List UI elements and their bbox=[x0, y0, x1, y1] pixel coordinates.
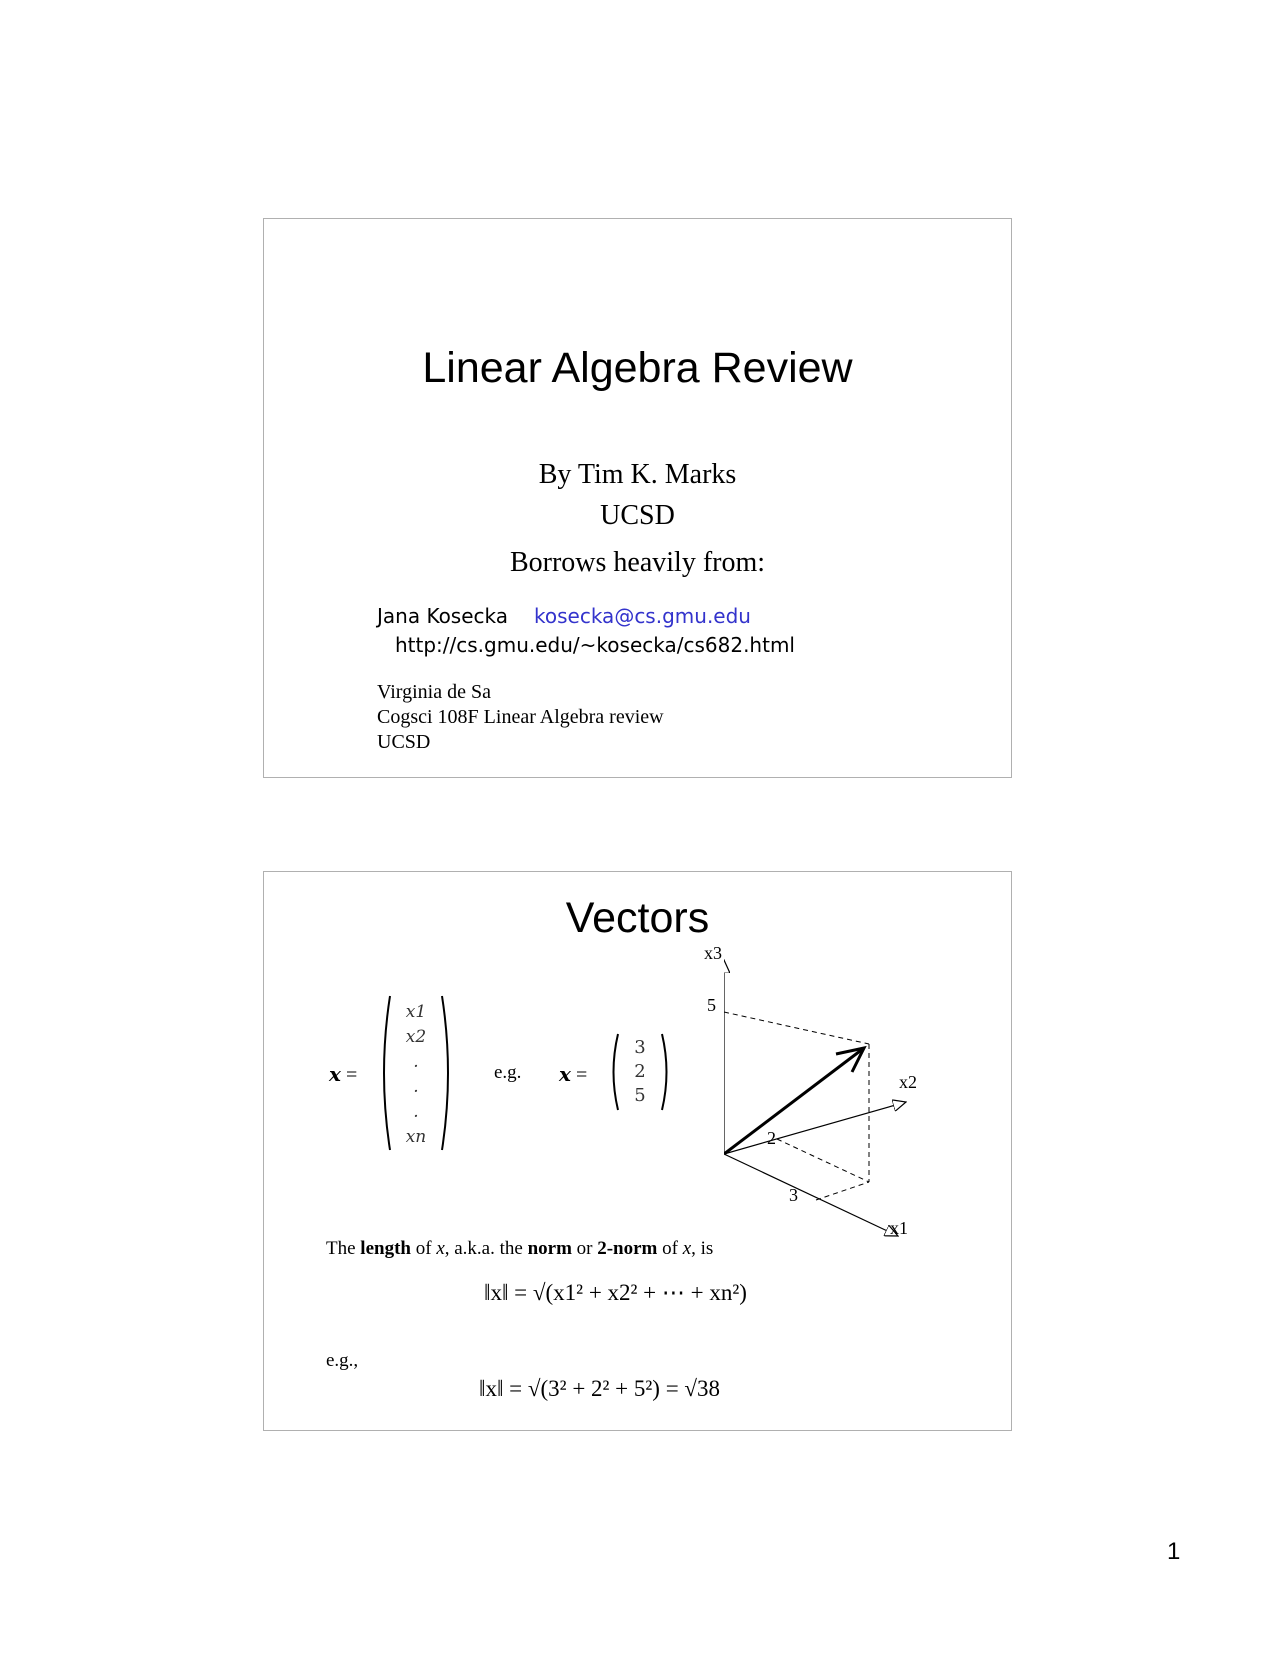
entry: . bbox=[413, 1052, 419, 1072]
vectors-slide bbox=[263, 871, 1012, 1431]
entry: . bbox=[413, 1077, 419, 1097]
x2-axis bbox=[724, 1102, 906, 1154]
text: or bbox=[571, 1238, 598, 1259]
page-number: 1 bbox=[1167, 1538, 1181, 1565]
slide-title: Linear Algebra Review bbox=[422, 344, 853, 392]
author-line: By Tim K. Marks bbox=[538, 459, 737, 490]
x3-label: x3 bbox=[704, 943, 722, 963]
entry: 3 bbox=[634, 1037, 646, 1058]
norm-formula-general bbox=[484, 1280, 747, 1306]
vector-symbol: x bbox=[329, 1062, 341, 1086]
var-x: x bbox=[682, 1238, 692, 1259]
vector-symbol: x bbox=[559, 1062, 571, 1086]
title-slide bbox=[263, 218, 1012, 778]
x2-label: x2 bbox=[899, 1072, 917, 1092]
tick-3: 3 bbox=[789, 1185, 798, 1205]
term-norm: norm bbox=[527, 1238, 572, 1259]
entry: 5 bbox=[634, 1085, 646, 1106]
norm-formula-example bbox=[479, 1376, 720, 1402]
text: of bbox=[410, 1238, 437, 1259]
text: , a.k.a. the bbox=[444, 1238, 528, 1259]
eg-label: e.g. bbox=[494, 1062, 522, 1083]
tick-5: 5 bbox=[707, 995, 716, 1015]
example-vector-lhs bbox=[559, 1062, 587, 1087]
source2-school: UCSD bbox=[377, 731, 431, 753]
formula-text: ‖x‖ = √(x1² + x2² + ⋯ + xn²) bbox=[484, 1280, 747, 1305]
equals-sign: = bbox=[345, 1064, 358, 1086]
projection-lines bbox=[724, 1012, 869, 1200]
example-vector-entries bbox=[624, 1036, 656, 1108]
text: , is bbox=[691, 1238, 714, 1259]
vector-3d-diagram bbox=[724, 942, 1004, 1242]
entry: x1 bbox=[405, 1002, 427, 1022]
x1-label: x1 bbox=[890, 1218, 908, 1238]
term-length: length bbox=[360, 1238, 411, 1259]
general-vector-entries bbox=[394, 1000, 438, 1150]
var-x: x bbox=[436, 1238, 445, 1259]
equals-sign: = bbox=[575, 1064, 588, 1086]
vector-arrow bbox=[724, 1048, 864, 1154]
text: The bbox=[326, 1238, 361, 1259]
source1-name: Jana Kosecka bbox=[377, 604, 509, 628]
entry: 2 bbox=[634, 1061, 646, 1082]
entry: x2 bbox=[405, 1027, 427, 1047]
source1-email-link[interactable]: kosecka@cs.gmu.edu bbox=[534, 604, 751, 628]
length-definition bbox=[326, 1238, 713, 1260]
source2-course: Cogsci 108F Linear Algebra review bbox=[377, 706, 664, 728]
eg2-label: e.g., bbox=[326, 1350, 359, 1371]
vector-lhs bbox=[329, 1062, 357, 1087]
slide-title: Vectors bbox=[565, 894, 710, 942]
x1-axis bbox=[724, 1154, 898, 1236]
source2-name: Virginia de Sa bbox=[377, 681, 491, 703]
entry: xn bbox=[405, 1127, 427, 1147]
text: of bbox=[657, 1238, 683, 1259]
term-2-norm: 2-norm bbox=[597, 1238, 658, 1259]
borrows-line: Borrows heavily from: bbox=[509, 547, 766, 578]
affiliation-line: UCSD bbox=[600, 500, 675, 531]
formula-text: ‖x‖ = √(3² + 2² + 5²) = √38 bbox=[479, 1376, 721, 1401]
tick-2: 2 bbox=[767, 1128, 776, 1148]
entry: . bbox=[413, 1102, 419, 1122]
source1-url: http://cs.gmu.edu/~kosecka/cs682.html bbox=[395, 633, 795, 657]
